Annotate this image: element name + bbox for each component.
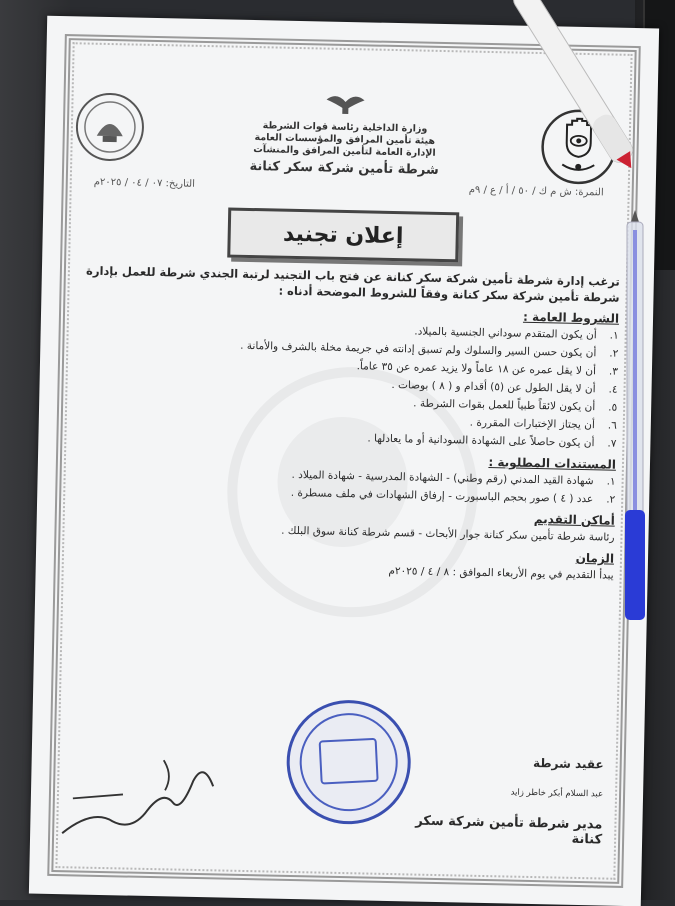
document-title: إعلان تجنيد: [282, 221, 404, 249]
condition-item-text: أن لا يقل الطول عن (٥) أقدام و ( ٨ ) بوصات .: [391, 378, 596, 396]
officer-title: مدير شرطة تأمين شركة سكر كنانة: [415, 813, 603, 848]
police-emblem-icon: [74, 91, 145, 162]
title-box: [227, 208, 459, 263]
reference-number: النمرة: ش م ك / ٥٠ / أ / ع / ٩م: [468, 184, 604, 199]
letterhead: [219, 87, 471, 178]
time-text: يبدأ التقديم في يوم الأربعاء الموافق : ٨ / ٤ / ٢٠٢٥م: [388, 564, 614, 582]
documents-title: المستندات المطلوبة :: [488, 455, 617, 472]
condition-item-number: ٤.: [608, 383, 618, 396]
unit-name: شرطة تأمين شركة سكر كنانة: [249, 158, 439, 178]
authority-line: هيئة تأمين المرافق والمؤسسات العامة: [254, 132, 436, 147]
intro-paragraph: ترغب إدارة شرطة تأمين شركة سكر كنانة عن فتح باب التجنيد لرتبة الجندي شرطة للعمل بإدارة شرطة تأمين شركة سكر كنانة وفقاً للشروط الموضحة أدناه :: [85, 263, 620, 305]
general-conditions-title: الشروط العامة :: [522, 309, 620, 326]
document-item-text: شهادة القيد المدني (رقم وطني) - الشهادة المدرسية - شهادة الميلاد .: [291, 468, 594, 488]
condition-item-text: أن لا يقل عمره عن ١٨ عاماً ولا يزيد عمره عن ٣٥ عاماً.: [356, 360, 597, 378]
condition-item-number: ٣.: [608, 365, 619, 378]
condition-item-number: ٥.: [608, 401, 618, 414]
condition-item-number: ١.: [609, 329, 619, 342]
condition-item-text: أن يجتاز الإختبارات المقررة .: [469, 416, 595, 432]
places-text: رئاسة شرطة تأمين سكر كنانة جوار الأبحاث - قسم شرطة كنانة سوق البلك .: [281, 524, 615, 544]
ministry-line: وزارة الداخلية رئاسة قوات الشرطة: [262, 120, 428, 135]
document-body: [70, 262, 620, 586]
condition-item-text: أن يكون حاصلاً على الشهادة السودانية أو ما يعادلها .: [367, 432, 595, 450]
general-conditions-list: [72, 317, 618, 451]
document-date: التاريخ: ٠٧ / ٠٤ / ٢٠٢٥م: [93, 176, 196, 190]
handwritten-signature: [52, 738, 229, 852]
recruitment-document: [29, 16, 659, 906]
places-title: أماكن التقديم: [533, 511, 615, 528]
document-item-number: ٢.: [606, 493, 616, 506]
condition-item-number: ٦.: [607, 419, 617, 432]
condition-item-text: أن يكون المتقدم سوداني الجنسية بالميلاد.: [414, 325, 597, 342]
blue-ballpoint-pen: [615, 210, 655, 630]
directorate-line: الإدارة العامة لتأمين المرافق والمنشآت: [253, 144, 436, 159]
time-title: الزمان: [575, 550, 615, 566]
document-item-number: ١.: [606, 475, 616, 488]
document-item-text: عدد ( ٤ ) صور بحجم الباسبورت - إرفاق الشهادات في ملف مسطرة .: [290, 486, 594, 506]
officer-name: عبد السلام أبكر خاطر زايد: [510, 787, 604, 800]
signature-block: [382, 753, 604, 848]
officer-rank: عقيد شرطة: [532, 756, 604, 772]
condition-item-text: أن يكون لائقاً طبياً للعمل بقوات الشرطة .: [413, 397, 596, 414]
eagle-emblem-icon: [324, 90, 367, 117]
condition-item-number: ٧.: [607, 437, 617, 450]
condition-item-text: أن يكون حسن السير والسلوك ولم تسبق إدانته في جريمة مخلة بالشرف والأمانة .: [240, 339, 597, 360]
condition-item-number: ٢.: [609, 347, 619, 360]
